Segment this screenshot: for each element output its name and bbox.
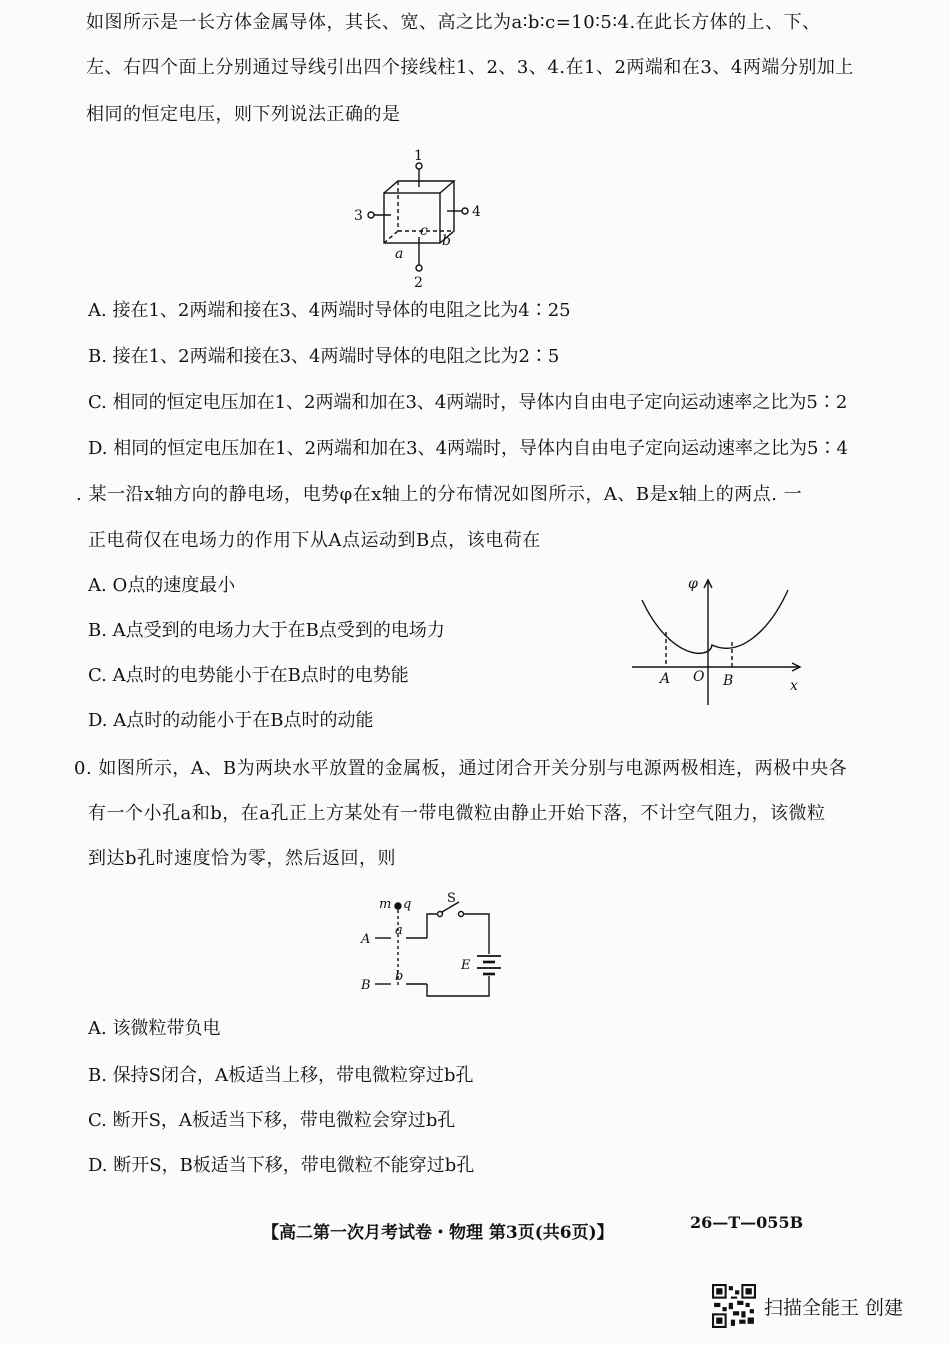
q9-option-a: A. O点的速度最小 — [88, 575, 236, 596]
q10-option-d: D. 断开S，B板适当下移，带电微粒不能穿过b孔 — [88, 1155, 475, 1176]
battery-e-label: E — [461, 958, 471, 973]
paper-code: 26—T—055B — [690, 1213, 804, 1232]
x-axis-label: x — [790, 678, 798, 694]
q10-option-b: B. 保持S闭合，A板适当上移，带电微粒穿过b孔 — [88, 1065, 474, 1086]
particle-m-label: m — [379, 897, 392, 912]
switch-s-label: S — [447, 891, 456, 906]
edge-b-label: b — [442, 233, 451, 249]
edge-c-label: c — [420, 223, 428, 239]
origin-label: O — [693, 669, 705, 685]
watermark-text: 扫描全能王 创建 — [764, 1297, 904, 1319]
potential-graph — [620, 570, 810, 710]
q8-stem-line-1: 如图所示是一长方体金属导体，其长、宽、高之比为a∶b∶c=10∶5∶4.在此长方体的上、下、 — [86, 12, 821, 33]
terminal-2-label: 2 — [414, 275, 423, 290]
capacitor-circuit-figure — [355, 888, 515, 1003]
terminal-1-label: 1 — [414, 148, 423, 164]
q10-stem-line-3: 到达b孔时速度恰为零，然后返回，则 — [88, 848, 397, 869]
hole-a-label: a — [395, 923, 403, 938]
hole-b-label: b — [395, 969, 404, 984]
point-b-label: B — [723, 673, 734, 689]
q10-stem-line-2: 有一个小孔a和b，在a孔正上方某处有一带电微粒由静止开始下落，不计空气阻力，该微粒 — [88, 803, 826, 824]
q8-option-b: B. 接在1、2两端和接在3、4两端时导体的电阻之比为2∶5 — [88, 346, 560, 367]
qr-code-icon — [712, 1284, 756, 1328]
q8-option-a: A. 接在1、2两端和接在3、4两端时导体的电阻之比为4∶25 — [88, 300, 571, 321]
scanner-watermark — [712, 1284, 942, 1328]
edge-a-label: a — [395, 246, 404, 262]
q8-stem-line-3: 相同的恒定电压，则下列说法正确的是 — [86, 104, 401, 125]
plate-b-label: B — [361, 978, 371, 993]
q8-stem-line-2: 左、右四个面上分别通过导线引出四个接线柱1、2、3、4.在1、2两端和在3、4两端分别加上 — [86, 57, 854, 78]
q9-stem-line-2: 正电荷仅在电场力的作用下从A点运动到B点，该电荷在 — [88, 530, 541, 551]
q8-option-c: C. 相同的恒定电压加在1、2两端和加在3、4两端时，导体内自由电子定向运动速率之比为5∶2 — [88, 392, 848, 413]
q10-option-a: A. 该微粒带负电 — [88, 1018, 221, 1039]
terminal-4-label: 4 — [472, 204, 481, 220]
plate-a-label: A — [361, 932, 371, 947]
point-a-label: A — [660, 671, 671, 687]
q9-stem-line-1: . 某一沿x轴方向的静电场，电势φ在x轴上的分布情况如图所示，A、B是x轴上的两点. 一 — [76, 484, 803, 505]
q9-option-c: C. A点时的电势能小于在B点时的电势能 — [88, 665, 409, 686]
terminal-3-label: 3 — [354, 208, 363, 224]
q10-stem-line-1: 0. 如图所示，A、B为两块水平放置的金属板，通过闭合开关分别与电源两极相连，两极中央各 — [74, 758, 848, 779]
phi-axis-label: φ — [688, 576, 698, 592]
q9-option-b: B. A点受到的电场力大于在B点受到的电场力 — [88, 620, 445, 641]
q10-option-c: C. 断开S，A板适当下移，带电微粒会穿过b孔 — [88, 1110, 456, 1131]
page-footer-title: 【高二第一次月考试卷・物理 第3页(共6页)】 — [262, 1223, 614, 1243]
particle-q-label: q — [403, 897, 412, 912]
q8-option-d: D. 相同的恒定电压加在1、2两端和加在3、4两端时，导体内自由电子定向运动速率之比为5∶4 — [88, 438, 848, 459]
q9-option-d: D. A点时的动能小于在B点时的动能 — [88, 710, 374, 731]
cuboid-conductor-figure — [340, 145, 490, 290]
